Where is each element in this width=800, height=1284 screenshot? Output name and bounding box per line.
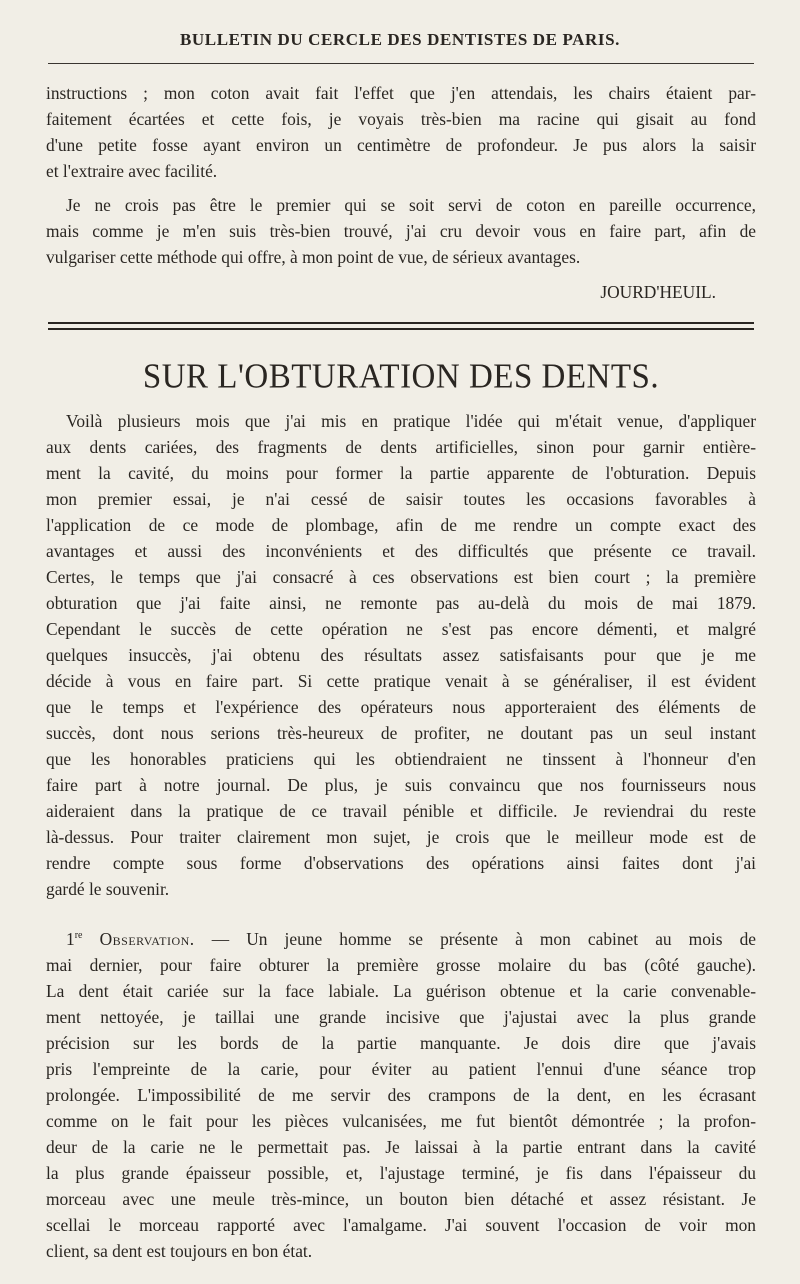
section-paragraph-1 [46, 408, 756, 902]
text-line: pris l'empreinte de la carie, pour éviter au patient l'ennui d'une séance trop [46, 1059, 756, 1079]
text-line: obturation que j'ai faite ainsi, ne remonte pas au-delà du mois de mai 1879. [46, 593, 756, 613]
text-line: rendre compte sous forme d'observations des opérations ainsi faites dont j'ai [46, 853, 756, 873]
text-line: Voilà plusieurs mois que j'ai mis en pratique l'idée qui m'était venue, d'appliquer [66, 411, 756, 431]
text-line: décide à vous en faire part. Si cette pratique venait à se généraliser, il est évident [46, 671, 756, 691]
text-line: et l'extraire avec facilité. [46, 161, 218, 181]
text-line: deur de la carie ne le permettait pas. Je laissai à la partie entrant dans la cavité [46, 1137, 756, 1157]
text-line: ment la cavité, du moins pour former la partie apparente de l'obturation. Depuis [46, 463, 756, 483]
text-line: Je ne crois pas être le premier qui se soit servi de coton en pareille occurrence, [66, 195, 756, 215]
text-line: que le temps et l'expérience des opérateurs nous apporteraient des éléments de [46, 697, 756, 717]
text-line: Certes, le temps que j'ai consacré à ces observations est bien court ; la première [46, 567, 756, 587]
text-line: gardé le souvenir. [46, 879, 170, 899]
text-line: Cependant le succès de cette opération ne s'est pas encore démenti, et malgré [46, 619, 756, 639]
text-line: quelques insuccès, j'ai obtenu des résultats assez satisfaisants pour que je me [46, 645, 756, 665]
text-line: mais comme je m'en suis très-bien trouvé, j'ai cru devoir vous en faire part, afin de [46, 221, 756, 241]
observation-number: 1 [66, 929, 75, 949]
text-line: que les honorables praticiens qui les obtiendraient ne tinssent à l'honneur d'en [46, 749, 756, 769]
text-line: faire part à notre journal. De plus, je suis convaincu que nos fournisseurs nous [46, 775, 756, 795]
section-rule-top [48, 322, 754, 324]
intro-paragraph-1 [46, 80, 756, 184]
section-rule-bottom [48, 328, 754, 330]
observation-heading-line [46, 926, 756, 952]
text-line: vulgariser cette méthode qui offre, à mon point de vue, de sérieux avantages. [46, 247, 581, 267]
text-line: l'application de ce mode de plombage, afin de me rendre un compte exact des [46, 515, 756, 535]
observation-ordinal: re [74, 930, 83, 941]
observation-label: Observation. [99, 929, 195, 949]
text-line: mai dernier, pour faire obturer la première grosse molaire du bas (côté gauche). [46, 955, 756, 975]
text-line: succès, dont nous serions très-heureux de profiter, ne doutant pas un seul instant [46, 723, 756, 743]
text-line: précision sur les bords de la partie manquante. Je dois dire que j'avais [46, 1033, 756, 1053]
text-line: instructions ; mon coton avait fait l'effet que j'en attendais, les chairs étaient par- [46, 83, 756, 103]
text-line: aux dents cariées, des fragments de dents artificielles, sinon pour garnir entière- [46, 437, 756, 457]
header-rule [48, 63, 754, 64]
author-signature: JOURD'HEUIL. [600, 282, 716, 302]
text-line: faitement écartées et cette fois, je voyais très-bien ma racine qui gisait au fond [46, 109, 756, 129]
text-line: la plus grande épaisseur possible, et, l'ajustage terminé, je fis dans l'épaisseur du [46, 1163, 756, 1183]
running-head: BULLETIN DU CERCLE DES DENTISTES DE PARIS. [179, 30, 621, 49]
text-line: aideraient dans la pratique de ce travail pénible et difficile. Je reviendrai du reste [46, 801, 756, 821]
observation-first-line: — Un jeune homme se présente à mon cabinet au mois de [194, 929, 757, 949]
text-line: comme on le fait pour les pièces vulcanisées, me fut bientôt démontrée ; la profon- [46, 1111, 756, 1131]
text-line: avantages et aussi des inconvénients et des difficultés que présente ce travail. [46, 541, 756, 561]
observation-paragraph [46, 926, 756, 1264]
text-line: scellai le morceau rapporté avec l'amalgame. J'ai souvent l'occasion de voir mon [46, 1215, 756, 1235]
text-line: La dent était cariée sur la face labiale. La guérison obtenue et la carie convenable- [46, 981, 756, 1001]
section-title: SUR L'OBTURATION DES DENTS. [142, 358, 660, 396]
text-line: d'une petite fosse ayant environ un centimètre de profondeur. Je pus alors la saisir [46, 135, 756, 155]
text-line: là-dessus. Pour traiter clairement mon sujet, je crois que le meilleur mode est de [46, 827, 756, 847]
text-line: prolongée. L'impossibilité de me servir des crampons de la dent, en les écrasant [46, 1085, 756, 1105]
text-line: client, sa dent est toujours en bon état. [46, 1241, 313, 1261]
intro-paragraph-2 [46, 192, 756, 270]
text-line: ment nettoyée, je taillai une grande incisive que j'ajustai avec la plus grande [46, 1007, 756, 1027]
text-line: mon premier essai, je n'ai cessé de saisir toutes les occasions favorables à [46, 489, 756, 509]
text-line: morceau avec une meule très-mince, un bouton bien détaché et assez résistant. Je [46, 1189, 756, 1209]
